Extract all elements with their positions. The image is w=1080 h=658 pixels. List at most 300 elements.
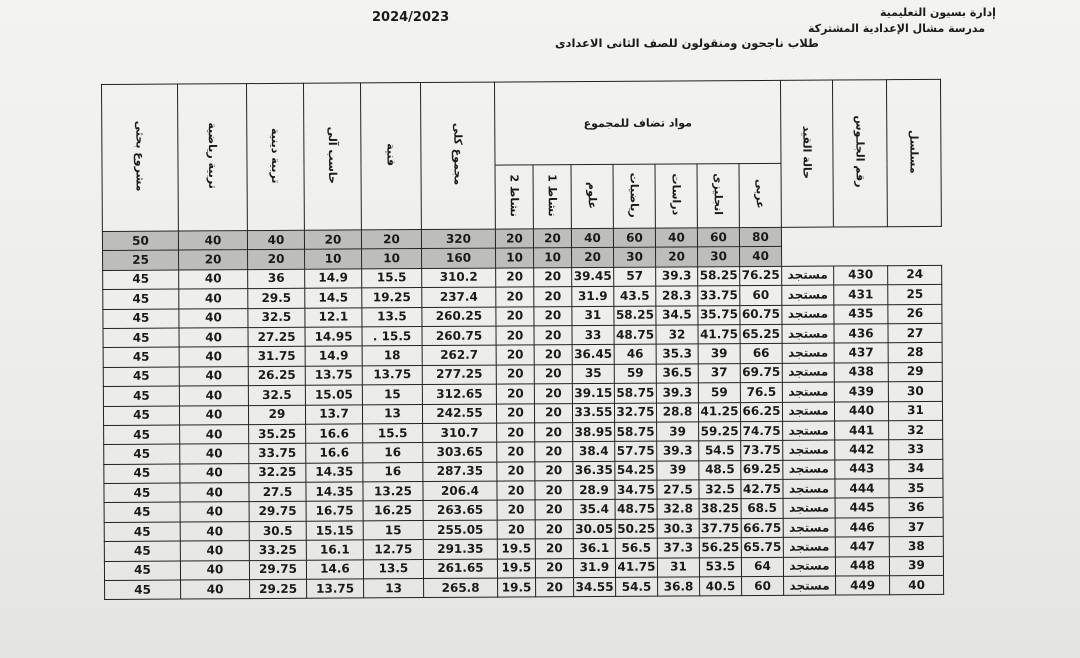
table-cell: 66.75 [741, 518, 783, 538]
table-cell: 20 [496, 268, 534, 288]
table-cell: 41.75 [615, 558, 657, 578]
table-cell: 32.25 [249, 463, 306, 483]
table-cell: 20 [534, 287, 572, 307]
table-cell: 59.25 [699, 422, 741, 442]
table-cell: 14.95 [305, 327, 362, 347]
table-cell: 40 [181, 580, 250, 600]
table-cell: مستجد [782, 363, 834, 383]
table-cell: 68.5 [741, 499, 783, 519]
table-cell: مستجد [783, 537, 835, 557]
table-cell: 30.3 [657, 519, 699, 539]
table-cell: 40 [178, 231, 247, 251]
table-cell: 16.25 [363, 501, 423, 521]
table-cell: 160 [422, 248, 496, 268]
table-cell: 45 [103, 289, 179, 309]
table-cell: مستجد [782, 402, 834, 422]
table-cell: 10 [362, 249, 422, 269]
table-cell: 48.75 [614, 325, 656, 345]
table-cell: 40 [180, 521, 249, 541]
table-cell: 32.5 [699, 480, 741, 500]
table-cell: 20 [534, 326, 572, 346]
table-cell: 39 [698, 344, 740, 364]
header-computer: حاسب آلى [303, 83, 361, 230]
table-cell: 58.25 [614, 306, 656, 326]
table-cell: 20 [497, 442, 535, 462]
table-cell: 69.25 [741, 460, 783, 480]
table-cell: 13.5 [362, 307, 422, 327]
table-cell: 20 [496, 345, 534, 365]
table-cell: 40 [179, 386, 248, 406]
table-cell: 27.5 [657, 480, 699, 500]
table-cell: 10 [305, 249, 362, 269]
table-cell: 446 [835, 518, 889, 538]
table-cell: 15.5 [362, 268, 422, 288]
table-cell: 28.9 [573, 480, 615, 500]
table-cell: 40 [247, 230, 304, 250]
table-cell: 74.75 [741, 421, 783, 441]
table-cell: 20 [496, 287, 534, 307]
table-cell: 20 [536, 578, 574, 598]
table-cell: مستجد [783, 460, 835, 480]
table-cell: 19.5 [498, 578, 536, 598]
table-cell: 20 [495, 229, 533, 249]
table-cell: 15.5 . [362, 326, 422, 346]
table-cell: 20 [248, 250, 305, 270]
header-project: مشروع بحثى [102, 84, 179, 231]
header-art: فنية [360, 83, 421, 230]
table-cell: 20 [535, 558, 573, 578]
table-cell: 437 [834, 343, 888, 363]
table-cell: 38.95 [573, 422, 615, 442]
table-cell: 449 [836, 576, 890, 596]
table-cell: 45 [104, 444, 180, 464]
table-cell: 48.75 [615, 500, 657, 520]
table-cell: 31.9 [573, 558, 615, 578]
table-cell: 36.5 [656, 364, 698, 384]
table-cell: 25 [888, 285, 942, 305]
table-cell: 13.75 [307, 579, 364, 599]
table-cell: 45 [104, 541, 180, 561]
table-cell: 14.5 [305, 288, 362, 308]
table-cell: 33.25 [249, 541, 306, 561]
table-cell: مستجد [783, 498, 835, 518]
table-cell: 20 [496, 384, 534, 404]
table-cell: 20 [496, 365, 534, 385]
table-cell: 39 [657, 422, 699, 442]
table-cell: 39.3 [657, 441, 699, 461]
table-cell: 30 [698, 247, 740, 267]
table-cell: 40 [180, 425, 249, 445]
table-cell: 45 [104, 522, 180, 542]
table-cell: 45 [105, 580, 181, 600]
table-cell: 260.25 [422, 307, 496, 327]
table-cell: 19.25 [362, 288, 422, 308]
table-cell: مستجد [783, 557, 835, 577]
table-cell: 15 [363, 520, 423, 540]
table-cell: 29.25 [250, 579, 307, 599]
table-cell: 35.75 [698, 305, 740, 325]
table-cell: 20 [656, 247, 698, 267]
table-cell: 35.25 [249, 424, 306, 444]
header-status: حالة القيد [780, 80, 833, 227]
table-cell: 15.05 [305, 385, 362, 405]
table-cell: 29 [888, 362, 942, 382]
table-cell: 14.6 [306, 560, 363, 580]
table-cell: 20 [535, 500, 573, 520]
table-cell: 45 [103, 309, 179, 329]
table-cell: 39 [657, 461, 699, 481]
table-cell: 26.25 [248, 366, 305, 386]
table-cell: 30 [614, 248, 656, 268]
table-cell: مستجد [783, 518, 835, 538]
table-cell: 33 [572, 325, 614, 345]
table-cell: 441 [835, 421, 889, 441]
table-cell: 40 [179, 366, 248, 386]
table-cell: 36.1 [573, 539, 615, 559]
table-cell: 442 [835, 440, 889, 460]
table-cell: 53.5 [699, 557, 741, 577]
table-cell: 40 [740, 247, 782, 267]
table-cell: 34.75 [615, 480, 657, 500]
table-cell: 13 [362, 404, 422, 424]
table-cell: 303.65 [423, 442, 497, 462]
table-cell: 15 [362, 385, 422, 405]
table-cell: 36 [889, 498, 943, 518]
table-cell: 310.2 [422, 268, 496, 288]
table-cell: 33.55 [572, 403, 614, 423]
table-cell: 20 [534, 345, 572, 365]
table-cell: 10 [534, 248, 572, 268]
table-cell: 31.9 [572, 287, 614, 307]
header-group: مواد تضاف للمجموع [494, 80, 781, 165]
table-cell: 26 [888, 304, 942, 324]
table-cell: 12.75 [363, 540, 423, 560]
table-cell: 40 [179, 289, 248, 309]
table-cell: 65.25 [740, 324, 782, 344]
table-cell: 29.75 [249, 502, 306, 522]
table-cell: 24 [888, 265, 942, 285]
table-cell: 32.5 [248, 385, 305, 405]
table-cell: 37.75 [699, 518, 741, 538]
table-cell: مستجد [782, 266, 834, 286]
table-cell: 40 [180, 483, 249, 503]
table-cell: 32 [889, 420, 943, 440]
table-cell: 320 [421, 229, 495, 249]
table-cell: 29 [248, 405, 305, 425]
table-cell: 16.6 [306, 424, 363, 444]
table-cell: 20 [304, 230, 361, 250]
table-cell: 40 [179, 328, 248, 348]
table-cell: 45 [103, 386, 179, 406]
table-cell: 40 [179, 269, 248, 289]
table-cell: 435 [834, 304, 888, 324]
table-cell: 69.75 [740, 363, 782, 383]
table-cell: 45 [104, 502, 180, 522]
table-cell: مستجد [782, 285, 834, 305]
table-cell: 19.5 [497, 558, 535, 578]
table-cell: 66.25 [740, 402, 782, 422]
table-cell: 19.5 [497, 539, 535, 559]
table-cell: 27.5 [249, 482, 306, 502]
table-cell: 39.15 [572, 383, 614, 403]
table-cell: 73.75 [741, 441, 783, 461]
table-cell: 20 [497, 423, 535, 443]
table-cell: 39.45 [572, 267, 614, 287]
table-cell: 45 [104, 464, 180, 484]
table-cell: 20 [361, 230, 421, 250]
table-cell: 20 [534, 306, 572, 326]
table-cell: 60.75 [740, 305, 782, 325]
table-cell: 13.75 [362, 365, 422, 385]
table-cell: 56.25 [699, 538, 741, 558]
table-cell: 34.55 [574, 577, 616, 597]
table-cell: 37 [889, 517, 943, 537]
table-cell: 20 [179, 250, 248, 270]
table-cell: 33 [889, 440, 943, 460]
table-cell: 431 [834, 285, 888, 305]
table-cell: 45 [103, 347, 179, 367]
table-cell: 20 [572, 248, 614, 268]
table-cell: 20 [535, 461, 573, 481]
administration-name: إدارة بسيون التعليمية [880, 6, 996, 19]
table-cell: 16 [363, 443, 423, 463]
table-cell: 40 [180, 541, 249, 561]
table-cell: 20 [535, 442, 573, 462]
header-pe: تربية رياضية [178, 84, 248, 231]
table-cell: 60 [697, 228, 739, 248]
table-cell: 16.75 [306, 501, 363, 521]
table-cell: 54.25 [615, 461, 657, 481]
table-cell: 58.75 [615, 422, 657, 442]
table-cell: 58.75 [614, 383, 656, 403]
table-cell: 31 [572, 306, 614, 326]
table-cell: 50 [102, 231, 178, 251]
table-cell: 13.7 [305, 404, 362, 424]
table-cell: 35 [889, 478, 943, 498]
table-cell: 64 [741, 557, 783, 577]
table-cell: 25 [103, 250, 179, 270]
table-cell: 14.9 [305, 346, 362, 366]
table-cell: 34 [889, 459, 943, 479]
table-cell: 13.75 [305, 366, 362, 386]
table-cell: 12.1 [305, 307, 362, 327]
table-cell: 206.4 [423, 481, 497, 501]
table-cell: 440 [834, 401, 888, 421]
table-cell: 443 [835, 459, 889, 479]
table-cell: 436 [834, 324, 888, 344]
table-cell: 35.4 [573, 500, 615, 520]
table-cell: 27.25 [248, 327, 305, 347]
table-cell: 265.8 [424, 578, 498, 598]
table-cell: 58.25 [698, 266, 740, 286]
table-cell: 43.5 [614, 286, 656, 306]
table-cell: 20 [535, 481, 573, 501]
table-cell: 291.35 [423, 539, 497, 559]
empty-cell [782, 246, 942, 266]
table-cell: 430 [834, 265, 888, 285]
table-cell: 31.75 [248, 347, 305, 367]
table-cell: 261.65 [423, 559, 497, 579]
table-cell: 14.9 [305, 269, 362, 289]
table-cell: 18 [362, 346, 422, 366]
school-name: مدرسة مشال الإعدادية المشتركة [808, 22, 986, 35]
table-cell: 13.5 [363, 559, 423, 579]
table-cell: 28.8 [656, 402, 698, 422]
header-seat-number: رقم الجلـوس [832, 80, 887, 227]
table-cell: 76.5 [740, 382, 782, 402]
table-cell: 48.5 [699, 460, 741, 480]
table-cell: 20 [497, 481, 535, 501]
table-cell: 40 [655, 228, 697, 248]
table-cell: 66 [740, 344, 782, 364]
table-cell: 45 [104, 561, 180, 581]
table-cell: 45 [103, 328, 179, 348]
table-cell: 15.15 [306, 521, 363, 541]
table-cell: 37.3 [657, 538, 699, 558]
table-cell: 80 [739, 227, 781, 247]
table-cell: 57.75 [615, 441, 657, 461]
table-cell: 57 [614, 267, 656, 287]
table-cell: 448 [835, 556, 889, 576]
table-cell: 30.05 [573, 519, 615, 539]
table-cell: 20 [535, 539, 573, 559]
table-cell: 54.5 [616, 577, 658, 597]
table-cell: 39.3 [656, 383, 698, 403]
table-cell: مستجد [782, 324, 834, 344]
table-cell: 41.25 [698, 402, 740, 422]
table-cell: 242.55 [422, 404, 496, 424]
table-cell: 15.5 [363, 423, 423, 443]
table-cell: 46 [614, 344, 656, 364]
table-cell: 310.7 [423, 423, 497, 443]
academic-year: 2024/2023 [372, 10, 450, 25]
table-cell: مستجد [782, 305, 834, 325]
table-cell: مستجد [783, 479, 835, 499]
table-cell: 40 [180, 463, 249, 483]
table-cell: 38.25 [699, 499, 741, 519]
table-cell: 39 [889, 556, 943, 576]
table-cell: 13.25 [363, 482, 423, 502]
table-cell: 60 [613, 228, 655, 248]
table-cell: 20 [497, 500, 535, 520]
table-cell: 45 [103, 406, 179, 426]
table-cell: 54.5 [699, 441, 741, 461]
table-cell: 38 [889, 537, 943, 557]
table-cell: 32 [656, 325, 698, 345]
table-cell: 36.35 [573, 461, 615, 481]
table-cell: 28.3 [656, 286, 698, 306]
table-cell: 31 [657, 557, 699, 577]
table-cell: 20 [535, 519, 573, 539]
table-cell: 45 [104, 483, 180, 503]
table-cell: 262.7 [422, 345, 496, 365]
table-cell: 56.5 [615, 538, 657, 558]
table-cell: 40.5 [700, 577, 742, 597]
table-cell: 40 [179, 405, 248, 425]
table-cell: 312.65 [422, 384, 496, 404]
header-activity1: نشاط 1 [533, 165, 571, 229]
table-cell: 29.5 [248, 288, 305, 308]
table-cell: 20 [534, 364, 572, 384]
table-cell: 255.05 [423, 520, 497, 540]
table-cell: 20 [533, 229, 571, 249]
table-cell: 20 [535, 423, 573, 443]
table-cell: 20 [496, 326, 534, 346]
table-cell: 40 [180, 560, 249, 580]
table-cell: 16.6 [306, 443, 363, 463]
table-cell: 20 [534, 403, 572, 423]
table-cell: 20 [496, 403, 534, 423]
table-cell: 36 [248, 269, 305, 289]
header-serial: مسلسل [886, 79, 941, 226]
table-cell: 16.1 [306, 540, 363, 560]
table-cell: 447 [835, 537, 889, 557]
table-cell: 33.75 [698, 286, 740, 306]
table-cell: 16 [363, 462, 423, 482]
table-cell: 39.3 [656, 267, 698, 287]
table-cell: 30 [888, 381, 942, 401]
table-cell: 31 [888, 401, 942, 421]
table-cell: 45 [104, 425, 180, 445]
table-cell: 10 [496, 248, 534, 268]
table-cell: 445 [835, 498, 889, 518]
header-social: دراسات [655, 164, 697, 228]
table-cell: 41.75 [698, 325, 740, 345]
table-cell: 14.35 [306, 482, 363, 502]
table-cell: 14.35 [306, 463, 363, 483]
table-cell: 260.75 [422, 326, 496, 346]
table-cell: 40 [180, 444, 249, 464]
table-cell: 42.75 [741, 479, 783, 499]
grades-table [101, 79, 944, 601]
table-cell: 277.25 [422, 365, 496, 385]
table-cell: 237.4 [422, 287, 496, 307]
table-cell: 50.25 [615, 519, 657, 539]
table-cell: 33.75 [249, 444, 306, 464]
table-cell: 60 [742, 576, 784, 596]
table-cell: مستجد [783, 440, 835, 460]
table-cell: 30.5 [249, 521, 306, 541]
table-cell: 36.8 [658, 577, 700, 597]
header-science: علوم [571, 164, 613, 228]
table-cell: 40 [179, 347, 248, 367]
table-cell: 35 [572, 364, 614, 384]
table-cell: مستجد [783, 421, 835, 441]
table-cell: 45 [103, 270, 179, 290]
table-cell: 20 [497, 462, 535, 482]
table-cell: 45 [103, 367, 179, 387]
table-cell: مستجد [784, 576, 836, 596]
header-religion: تربية دينية [247, 83, 305, 230]
table-cell: 65.75 [741, 538, 783, 558]
table-cell: 32.8 [657, 499, 699, 519]
table-cell: 40 [571, 228, 613, 248]
table-cell: 76.25 [740, 266, 782, 286]
header-total: مجموع كلى [420, 82, 495, 229]
table-cell: 35.3 [656, 344, 698, 364]
header-arabic: عربى [739, 163, 781, 227]
table-cell: 32.5 [248, 308, 305, 328]
table-cell: مستجد [782, 343, 834, 363]
table-cell: 28 [888, 343, 942, 363]
table-cell: 59 [698, 383, 740, 403]
table-cell: 32.75 [614, 403, 656, 423]
table-cell: 38.4 [573, 442, 615, 462]
table-cell: 40 [180, 502, 249, 522]
table-cell: 13 [364, 579, 424, 599]
document-subtitle: طلاب ناجحون ومنقولون للصف الثانى الاعدادى [555, 36, 819, 50]
table-cell: 444 [835, 479, 889, 499]
